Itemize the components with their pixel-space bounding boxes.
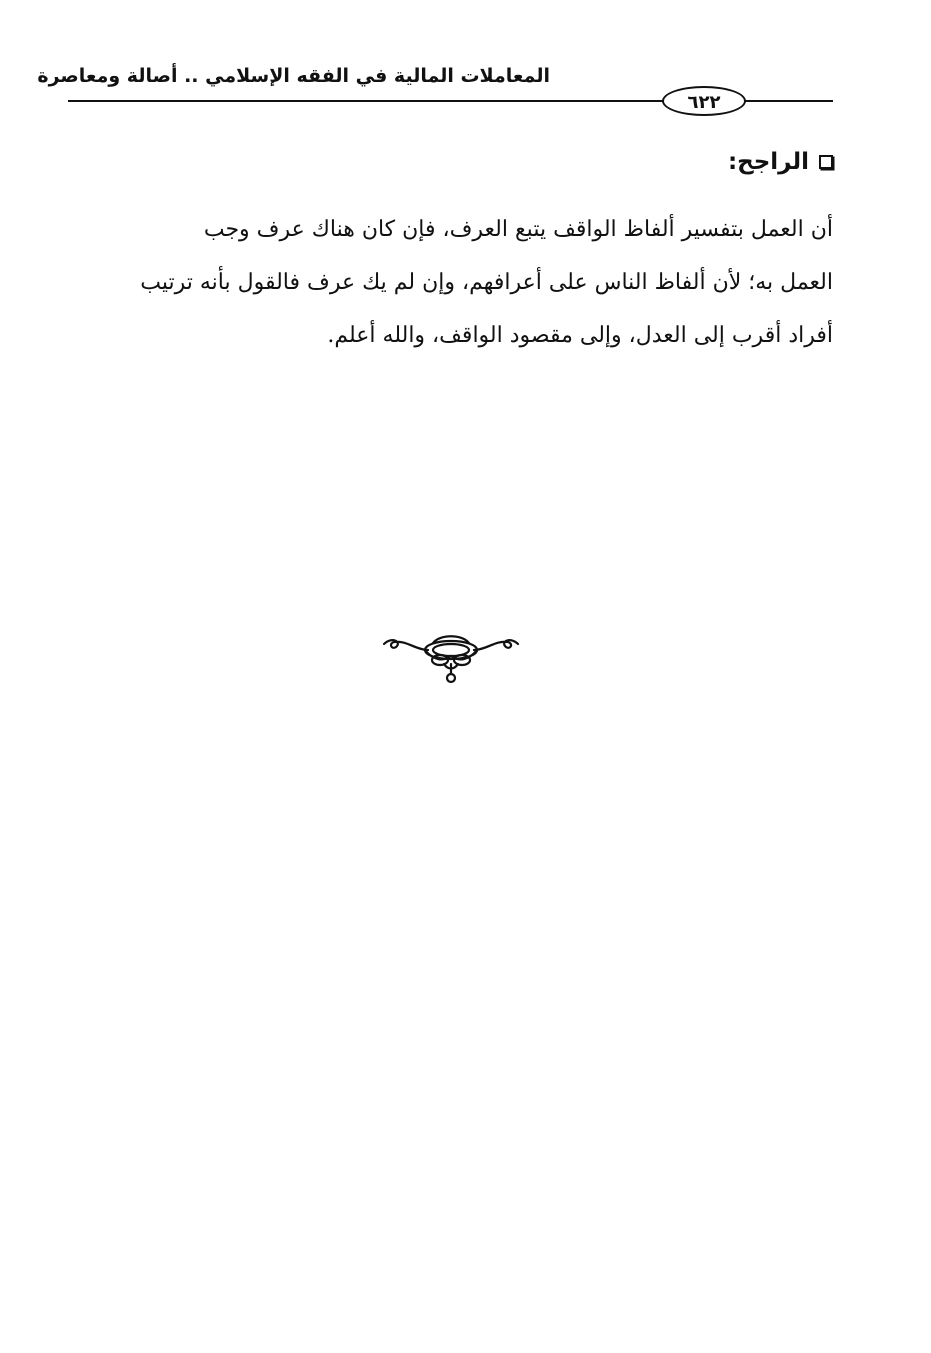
section-heading-text: الراجح: [727,149,809,175]
body-line: العمل به؛ لأن ألفاظ الناس على أعرافهم، وإن لم يك عرف فالقول بأنه ترتيب [140,270,833,295]
checkbox-icon [819,155,833,169]
body-line: أن العمل بتفسير ألفاظ الواقف يتبع العرف، فإن كان هناك عرف وجب [203,217,833,242]
body-paragraph [68,203,833,362]
section-heading [728,145,833,179]
page-number-badge: ٦٢٢ [662,86,746,116]
body-line: أفراد أقرب إلى العدل، وإلى مقصود الواقف، والله أعلم. [327,323,833,348]
decorative-scroll-ornament-icon [378,630,524,686]
running-header-title: المعاملات المالية في الفقه الإسلامي .. أصالة ومعاصرة [37,65,550,87]
